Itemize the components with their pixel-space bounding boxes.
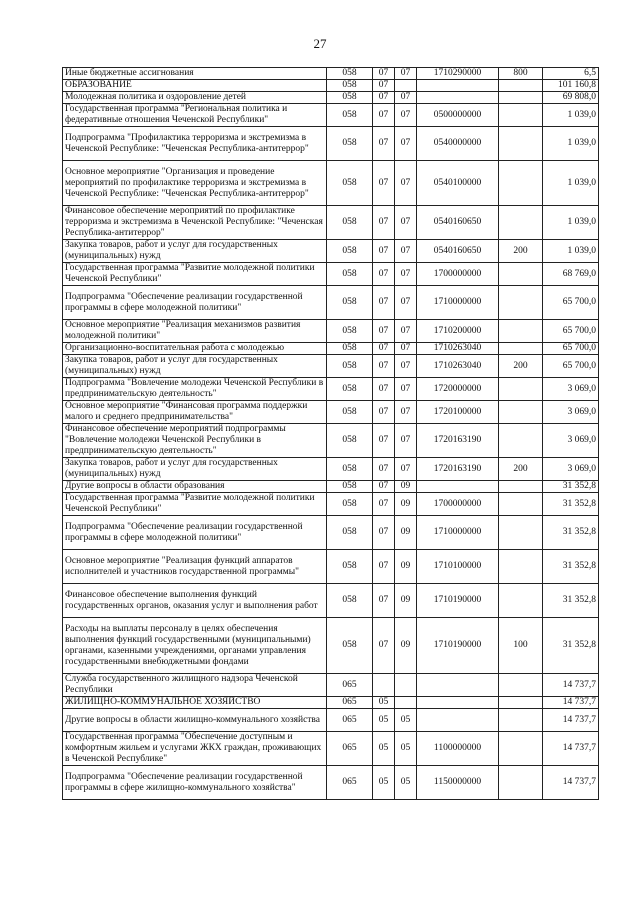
section-code-cell: 07	[373, 161, 395, 206]
target-article-cell	[417, 697, 499, 709]
expense-type-cell	[499, 732, 543, 766]
table-row	[63, 424, 599, 458]
table-row	[63, 697, 599, 709]
ministry-code-cell: 058	[327, 481, 373, 493]
table-row	[63, 458, 599, 481]
ministry-code-cell: 058	[327, 516, 373, 550]
item-name-cell: Подпрограмма "Обеспечение реализации государственной программы в сфере жилищно-коммунального хозяйства"	[63, 766, 327, 800]
target-article-cell	[417, 481, 499, 493]
expense-type-cell	[499, 127, 543, 161]
section-code-cell: 07	[373, 80, 395, 92]
target-article-cell: 1710100000	[417, 550, 499, 584]
item-name-cell: Государственная программа "Обеспечение доступным и комфортным жильем и услугами ЖКХ граждан, проживающих в Чеченской Республике"	[63, 732, 327, 766]
amount-cell: 3 069,0	[543, 378, 599, 401]
expense-type-cell	[499, 92, 543, 104]
ministry-code-cell: 058	[327, 206, 373, 240]
ministry-code-cell: 058	[327, 263, 373, 286]
ministry-code-cell: 065	[327, 766, 373, 800]
table-row	[63, 584, 599, 618]
amount-cell: 31 352,8	[543, 516, 599, 550]
target-article-cell: 1710290000	[417, 68, 499, 80]
ministry-code-cell: 058	[327, 378, 373, 401]
expense-type-cell	[499, 343, 543, 355]
section-code-cell: 05	[373, 766, 395, 800]
ministry-code-cell: 065	[327, 697, 373, 709]
subsection-code-cell: 07	[395, 104, 417, 127]
target-article-cell: 1710200000	[417, 320, 499, 343]
section-code-cell: 07	[373, 584, 395, 618]
amount-cell: 31 352,8	[543, 550, 599, 584]
section-code-cell: 07	[373, 355, 395, 378]
amount-cell: 1 039,0	[543, 104, 599, 127]
target-article-cell: 0540160650	[417, 240, 499, 263]
section-code-cell: 07	[373, 127, 395, 161]
subsection-code-cell: 07	[395, 127, 417, 161]
ministry-code-cell: 058	[327, 92, 373, 104]
ministry-code-cell: 058	[327, 286, 373, 320]
subsection-code-cell: 09	[395, 493, 417, 516]
target-article-cell: 1700000000	[417, 263, 499, 286]
subsection-code-cell: 07	[395, 458, 417, 481]
budget-table	[62, 67, 599, 800]
table-row	[63, 732, 599, 766]
subsection-code-cell: 09	[395, 516, 417, 550]
section-code-cell: 07	[373, 104, 395, 127]
subsection-code-cell: 09	[395, 481, 417, 493]
page-number: 27	[313, 36, 327, 51]
target-article-cell: 1720163190	[417, 458, 499, 481]
target-article-cell: 1720100000	[417, 401, 499, 424]
expense-type-cell	[499, 766, 543, 800]
expense-type-cell	[499, 320, 543, 343]
target-article-cell	[417, 709, 499, 732]
expense-type-cell	[499, 493, 543, 516]
item-name-cell: Государственная программа "Развитие молодежной политики Чеченской Республики"	[63, 493, 327, 516]
subsection-code-cell: 07	[395, 161, 417, 206]
table-row	[63, 766, 599, 800]
subsection-code-cell: 07	[395, 378, 417, 401]
item-name-cell: Иные бюджетные ассигнования	[63, 68, 327, 80]
section-code-cell: 07	[373, 401, 395, 424]
target-article-cell: 0500000000	[417, 104, 499, 127]
item-name-cell: Финансовое обеспечение мероприятий подпрограммы "Вовлечение молодежи Чеченской Республики в предпринимательскую деятельность"	[63, 424, 327, 458]
ministry-code-cell: 065	[327, 709, 373, 732]
section-code-cell: 07	[373, 378, 395, 401]
amount-cell: 1 039,0	[543, 161, 599, 206]
table-row	[63, 320, 599, 343]
amount-cell: 65 700,0	[543, 320, 599, 343]
item-name-cell: Другие вопросы в области образования	[63, 481, 327, 493]
ministry-code-cell: 058	[327, 68, 373, 80]
ministry-code-cell: 058	[327, 343, 373, 355]
table-row	[63, 127, 599, 161]
expense-type-cell: 200	[499, 355, 543, 378]
section-code-cell: 07	[373, 550, 395, 584]
amount-cell: 31 352,8	[543, 493, 599, 516]
table-row	[63, 80, 599, 92]
expense-type-cell	[499, 516, 543, 550]
amount-cell: 65 700,0	[543, 343, 599, 355]
table-row	[63, 161, 599, 206]
ministry-code-cell: 058	[327, 584, 373, 618]
table-row	[63, 206, 599, 240]
expense-type-cell: 100	[499, 618, 543, 674]
expense-type-cell	[499, 286, 543, 320]
item-name-cell: Закупка товаров, работ и услуг для государственных (муниципальных) нужд	[63, 355, 327, 378]
amount-cell: 31 352,8	[543, 481, 599, 493]
table-row	[63, 674, 599, 697]
subsection-code-cell: 05	[395, 732, 417, 766]
item-name-cell: Финансовое обеспечение выполнения функций государственных органов, оказания услуг и выполнения работ	[63, 584, 327, 618]
section-code-cell: 07	[373, 92, 395, 104]
amount-cell: 3 069,0	[543, 458, 599, 481]
target-article-cell: 1710000000	[417, 286, 499, 320]
amount-cell: 3 069,0	[543, 424, 599, 458]
expense-type-cell	[499, 206, 543, 240]
amount-cell: 14 737,7	[543, 766, 599, 800]
ministry-code-cell: 058	[327, 424, 373, 458]
expense-type-cell	[499, 481, 543, 493]
ministry-code-cell: 058	[327, 80, 373, 92]
item-name-cell: Основное мероприятие "Реализация механизмов развития молодежной политики"	[63, 320, 327, 343]
expense-type-cell	[499, 709, 543, 732]
section-code-cell: 05	[373, 709, 395, 732]
subsection-code-cell: 09	[395, 584, 417, 618]
table-row	[63, 92, 599, 104]
section-code-cell	[373, 674, 395, 697]
item-name-cell: Служба государственного жилищного надзора Чеченской Республики	[63, 674, 327, 697]
ministry-code-cell: 058	[327, 550, 373, 584]
table-row	[63, 263, 599, 286]
amount-cell: 68 769,0	[543, 263, 599, 286]
target-article-cell: 0540160650	[417, 206, 499, 240]
item-name-cell: ЖИЛИЩНО-КОММУНАЛЬНОЕ ХОЗЯЙСТВО	[63, 697, 327, 709]
target-article-cell: 1150000000	[417, 766, 499, 800]
section-code-cell: 07	[373, 424, 395, 458]
section-code-cell: 07	[373, 320, 395, 343]
section-code-cell: 05	[373, 697, 395, 709]
item-name-cell: Другие вопросы в области жилищно-коммунального хозяйства	[63, 709, 327, 732]
table-row	[63, 286, 599, 320]
target-article-cell: 1720163190	[417, 424, 499, 458]
ministry-code-cell: 058	[327, 401, 373, 424]
expense-type-cell	[499, 378, 543, 401]
section-code-cell: 07	[373, 286, 395, 320]
expense-type-cell: 800	[499, 68, 543, 80]
expense-type-cell	[499, 401, 543, 424]
target-article-cell	[417, 80, 499, 92]
target-article-cell: 1100000000	[417, 732, 499, 766]
target-article-cell	[417, 674, 499, 697]
subsection-code-cell: 07	[395, 263, 417, 286]
item-name-cell: Подпрограмма "Профилактика терроризма и экстремизма в Чеченской Республике: "Чеченская Республика-антитеррор"	[63, 127, 327, 161]
table-row	[63, 709, 599, 732]
amount-cell: 14 737,7	[543, 697, 599, 709]
amount-cell: 69 808,0	[543, 92, 599, 104]
item-name-cell: Государственная программа "Развитие молодежной политики Чеченской Республики"	[63, 263, 327, 286]
expense-type-cell	[499, 584, 543, 618]
section-code-cell: 07	[373, 68, 395, 80]
expense-type-cell	[499, 104, 543, 127]
subsection-code-cell: 09	[395, 550, 417, 584]
target-article-cell: 1710000000	[417, 516, 499, 550]
expense-type-cell	[499, 674, 543, 697]
item-name-cell: Финансовое обеспечение мероприятий по профилактике терроризма и экстремизма в Чеченской Республике: "Чеченская Республика-антитеррор"	[63, 206, 327, 240]
item-name-cell: ОБРАЗОВАНИЕ	[63, 80, 327, 92]
table-row	[63, 516, 599, 550]
target-article-cell: 1720000000	[417, 378, 499, 401]
table-row	[63, 493, 599, 516]
item-name-cell: Молодежная политика и оздоровление детей	[63, 92, 327, 104]
target-article-cell: 1710190000	[417, 584, 499, 618]
subsection-code-cell	[395, 697, 417, 709]
subsection-code-cell: 07	[395, 240, 417, 263]
amount-cell: 1 039,0	[543, 206, 599, 240]
section-code-cell: 07	[373, 618, 395, 674]
subsection-code-cell: 07	[395, 206, 417, 240]
item-name-cell: Государственная программа "Региональная политика и федеративные отношения Чеченской Республики"	[63, 104, 327, 127]
subsection-code-cell: 07	[395, 320, 417, 343]
amount-cell: 14 737,7	[543, 674, 599, 697]
item-name-cell: Подпрограмма "Вовлечение молодежи Чеченской Республики в предпринимательскую деятельность"	[63, 378, 327, 401]
section-code-cell: 07	[373, 343, 395, 355]
target-article-cell: 0540000000	[417, 127, 499, 161]
section-code-cell: 05	[373, 732, 395, 766]
subsection-code-cell: 07	[395, 343, 417, 355]
expense-type-cell	[499, 424, 543, 458]
subsection-code-cell: 07	[395, 401, 417, 424]
expense-type-cell	[499, 263, 543, 286]
expense-type-cell	[499, 550, 543, 584]
target-article-cell: 1700000000	[417, 493, 499, 516]
table-row	[63, 378, 599, 401]
item-name-cell: Организационно-воспитательная работа с молодежью	[63, 343, 327, 355]
ministry-code-cell: 058	[327, 618, 373, 674]
subsection-code-cell: 05	[395, 709, 417, 732]
item-name-cell: Закупка товаров, работ и услуг для государственных (муниципальных) нужд	[63, 240, 327, 263]
amount-cell: 31 352,8	[543, 584, 599, 618]
subsection-code-cell: 05	[395, 766, 417, 800]
subsection-code-cell	[395, 674, 417, 697]
section-code-cell: 07	[373, 516, 395, 550]
ministry-code-cell: 058	[327, 493, 373, 516]
table-row	[63, 401, 599, 424]
ministry-code-cell: 065	[327, 732, 373, 766]
table-row	[63, 104, 599, 127]
amount-cell: 6,5	[543, 68, 599, 80]
table-row	[63, 618, 599, 674]
item-name-cell: Основное мероприятие "Реализация функций аппаратов исполнителей и участников государственной программы"	[63, 550, 327, 584]
item-name-cell: Подпрограмма "Обеспечение реализации государственной программы в сфере молодежной политики"	[63, 286, 327, 320]
table-row	[63, 240, 599, 263]
subsection-code-cell: 07	[395, 286, 417, 320]
amount-cell: 65 700,0	[543, 355, 599, 378]
section-code-cell: 07	[373, 240, 395, 263]
target-article-cell: 0540100000	[417, 161, 499, 206]
section-code-cell: 07	[373, 493, 395, 516]
target-article-cell: 1710263040	[417, 355, 499, 378]
expense-type-cell: 200	[499, 458, 543, 481]
table-row	[63, 355, 599, 378]
section-code-cell: 07	[373, 206, 395, 240]
section-code-cell: 07	[373, 481, 395, 493]
section-code-cell: 07	[373, 263, 395, 286]
expense-type-cell: 200	[499, 240, 543, 263]
amount-cell: 1 039,0	[543, 127, 599, 161]
expense-type-cell	[499, 80, 543, 92]
amount-cell: 65 700,0	[543, 286, 599, 320]
target-article-cell: 1710190000	[417, 618, 499, 674]
amount-cell: 1 039,0	[543, 240, 599, 263]
table-row	[63, 550, 599, 584]
expense-type-cell	[499, 161, 543, 206]
amount-cell: 14 737,7	[543, 709, 599, 732]
table-row	[63, 481, 599, 493]
amount-cell: 3 069,0	[543, 401, 599, 424]
amount-cell: 14 737,7	[543, 732, 599, 766]
table-row	[63, 68, 599, 80]
ministry-code-cell: 058	[327, 127, 373, 161]
ministry-code-cell: 058	[327, 355, 373, 378]
table-row	[63, 343, 599, 355]
item-name-cell: Подпрограмма "Обеспечение реализации государственной программы в сфере молодежной политики"	[63, 516, 327, 550]
expense-type-cell	[499, 697, 543, 709]
section-code-cell: 07	[373, 458, 395, 481]
ministry-code-cell: 058	[327, 104, 373, 127]
ministry-code-cell: 058	[327, 161, 373, 206]
target-article-cell	[417, 92, 499, 104]
subsection-code-cell	[395, 80, 417, 92]
ministry-code-cell: 058	[327, 320, 373, 343]
target-article-cell: 1710263040	[417, 343, 499, 355]
subsection-code-cell: 07	[395, 68, 417, 80]
subsection-code-cell: 07	[395, 355, 417, 378]
subsection-code-cell: 07	[395, 424, 417, 458]
item-name-cell: Расходы на выплаты персоналу в целях обеспечения выполнения функций государственными (муниципальными) органами, казенными учреждениями, органами управления государственными внебюджетными фондами	[63, 618, 327, 674]
amount-cell: 101 160,8	[543, 80, 599, 92]
item-name-cell: Закупка товаров, работ и услуг для государственных (муниципальных) нужд	[63, 458, 327, 481]
ministry-code-cell: 058	[327, 458, 373, 481]
subsection-code-cell: 09	[395, 618, 417, 674]
item-name-cell: Основное мероприятие "Финансовая программа поддержки малого и среднего предпринимательства"	[63, 401, 327, 424]
item-name-cell: Основное мероприятие "Организация и проведение мероприятий по профилактике терроризма и экстремизма в Чеченской Республике: "Чеченская Республика-антитеррор"	[63, 161, 327, 206]
amount-cell: 31 352,8	[543, 618, 599, 674]
ministry-code-cell: 058	[327, 240, 373, 263]
ministry-code-cell: 065	[327, 674, 373, 697]
subsection-code-cell: 07	[395, 92, 417, 104]
